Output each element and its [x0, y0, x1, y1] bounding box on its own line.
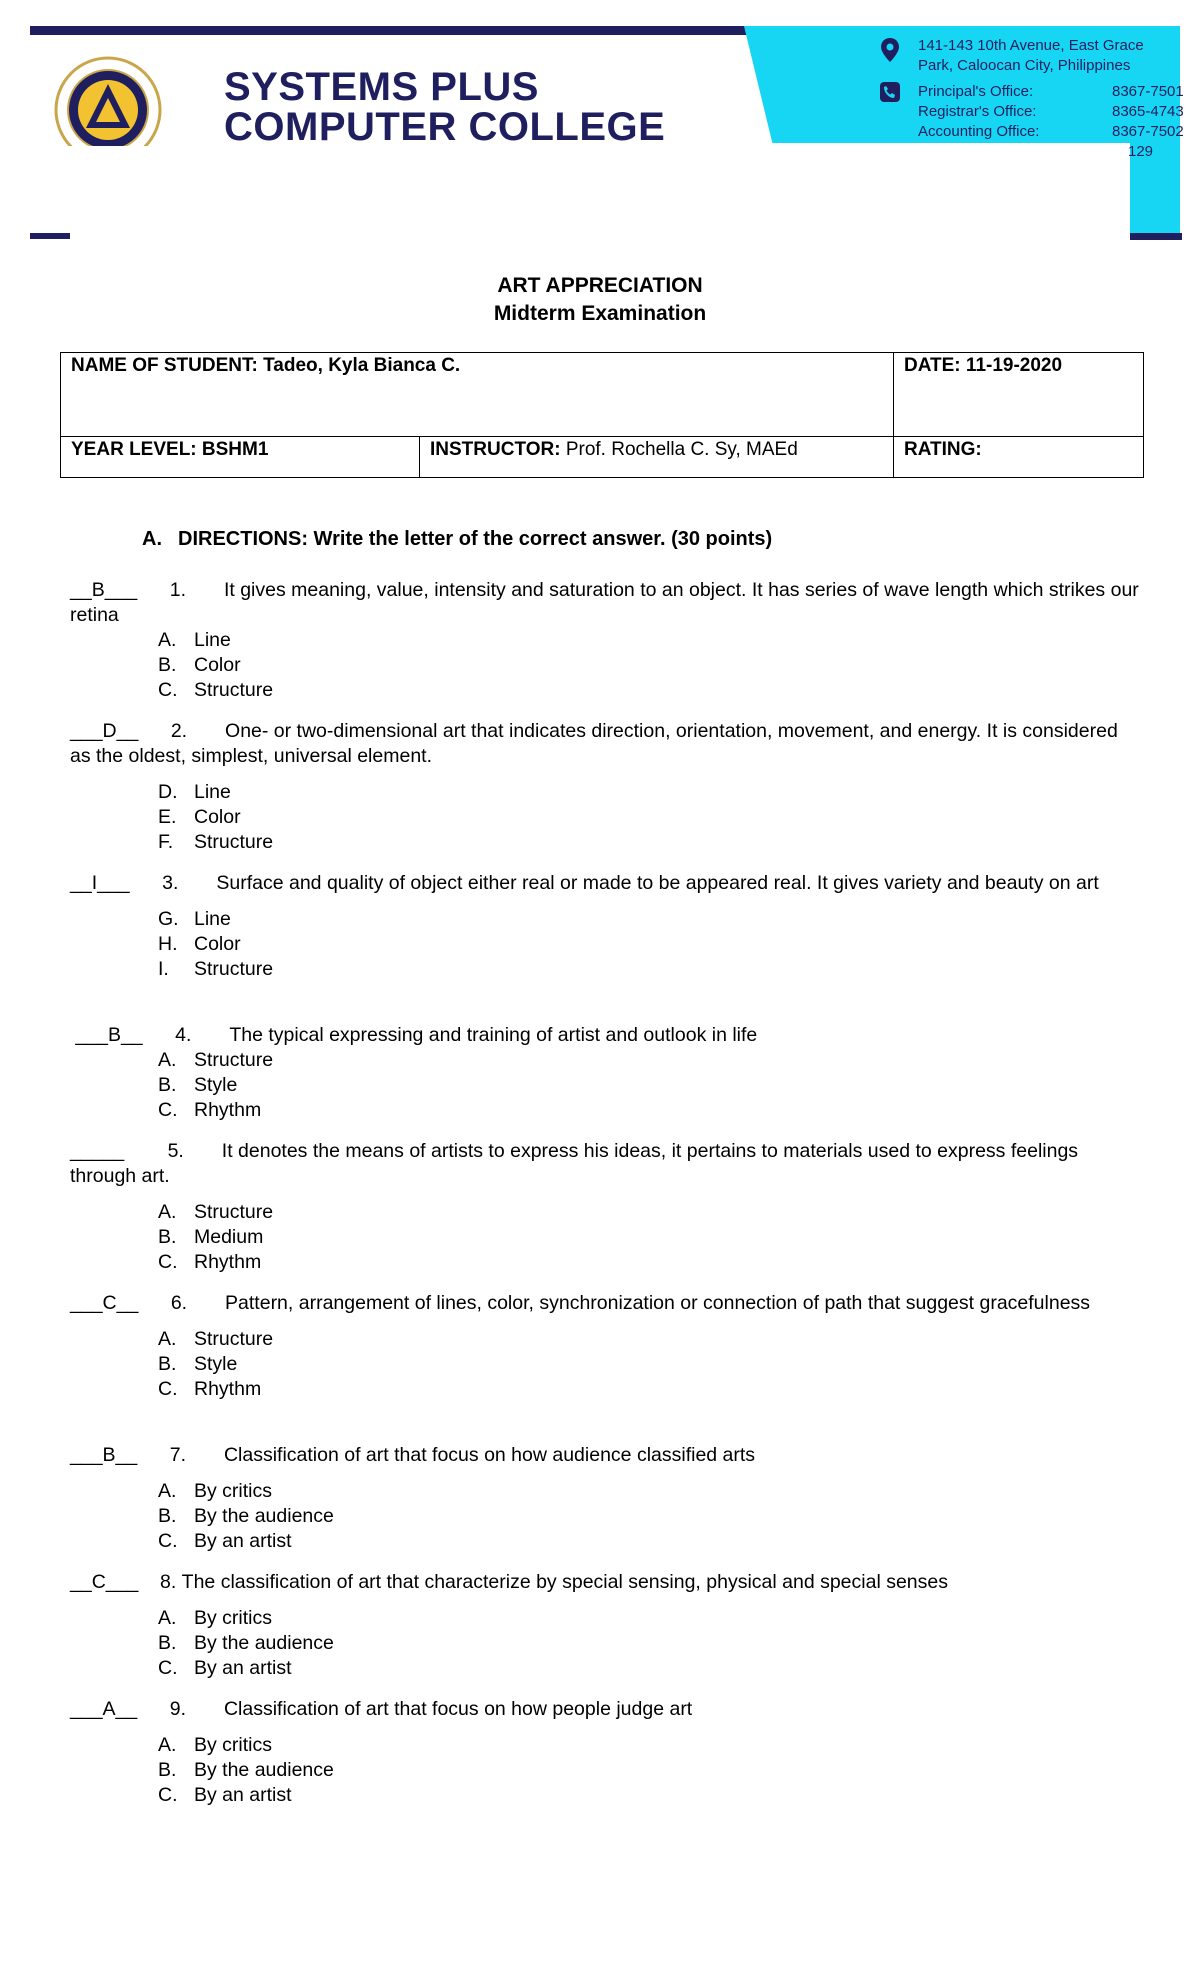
option [158, 1733, 1140, 1758]
option [158, 1327, 1140, 1352]
question-number: 8. [159, 1571, 177, 1593]
option-letter: H. [158, 933, 178, 955]
option [158, 1758, 1140, 1783]
college-name-line2: COMPUTER COLLEGE [224, 105, 666, 149]
option [158, 1225, 1140, 1250]
option-text: Rhythm [194, 1251, 262, 1273]
option-letter: B. [158, 1074, 177, 1096]
year-level-value: BSHM1 [201, 439, 269, 460]
question-number: 4. [175, 1024, 192, 1046]
option [158, 1250, 1140, 1275]
exam-subject: ART APPRECIATION [497, 274, 703, 297]
option-letter: A. [158, 1480, 177, 1502]
question-number: 3. [162, 872, 179, 894]
year-level-cell [61, 437, 419, 477]
answer-blank[interactable]: ___D__ [70, 720, 139, 742]
option-letter: A. [158, 1328, 177, 1350]
option [158, 1656, 1140, 1681]
option [158, 1479, 1140, 1504]
office-label: Registrar's Office: [918, 103, 1037, 120]
option [158, 628, 1140, 653]
date-value: 11-19-2020 [965, 355, 1063, 376]
option-text: Line [194, 908, 231, 930]
question-9 [70, 1697, 1140, 1808]
answer-blank[interactable]: ___B__ [70, 1444, 138, 1466]
question-text: Surface and quality of object either real or made to be appeared real. It gives variety and beauty on art [216, 872, 1099, 894]
question-text: The classification of art that characterize by special sensing, physical and special senses [181, 1571, 948, 1593]
options-list [158, 1048, 1140, 1123]
question-number: 5. [167, 1140, 184, 1162]
options-list [158, 628, 1140, 703]
option [158, 1098, 1140, 1123]
college-name-line1: SYSTEMS PLUS [224, 66, 539, 109]
options-list [158, 1200, 1140, 1275]
option-text: Rhythm [194, 1378, 262, 1400]
option-text: By the audience [194, 1505, 334, 1527]
info-row [61, 436, 1143, 477]
option-text: Structure [194, 831, 274, 853]
question-number: 9. [169, 1698, 187, 1720]
header-right-accent [1130, 233, 1182, 240]
option [158, 830, 1140, 855]
options-list [158, 1479, 1140, 1554]
office-row [918, 82, 1190, 102]
option-letter: B. [158, 1226, 177, 1248]
directions-text: DIRECTIONS: Write the letter of the correct answer. (30 points) [178, 528, 773, 550]
contact-block [880, 36, 1190, 164]
option-text: By an artist [194, 1530, 292, 1552]
office-label: Accounting Office: [918, 123, 1040, 140]
option-letter: C. [158, 1657, 178, 1679]
option [158, 957, 1140, 982]
question-text: Classification of art that focus on how people judge art [223, 1698, 693, 1720]
option-text: Structure [194, 1049, 274, 1071]
option-text: By the audience [194, 1759, 334, 1781]
option-letter: G. [158, 908, 179, 930]
option-text: Color [194, 806, 241, 828]
options-list [158, 907, 1140, 982]
option [158, 1377, 1140, 1402]
answer-blank[interactable]: __B___ [70, 579, 138, 601]
answer-blank[interactable]: ___B__ [70, 1024, 143, 1046]
question-1 [70, 578, 1140, 703]
question-text: Classification of art that focus on how audience classified arts [223, 1444, 756, 1466]
location-pin-icon [880, 38, 900, 62]
option [158, 653, 1140, 678]
option-letter: B. [158, 1632, 177, 1654]
option [158, 932, 1140, 957]
options-list [158, 1733, 1140, 1808]
option-letter: A. [158, 629, 177, 651]
instructor-cell [419, 437, 893, 477]
options-list [158, 1327, 1140, 1402]
question-2 [70, 719, 1140, 855]
office-row [918, 102, 1190, 122]
question-text: It gives meaning, value, intensity and saturation to an object. It has series of wave length which strikes our retina [70, 579, 1139, 626]
option-text: Color [194, 654, 241, 676]
option-letter: A. [158, 1049, 177, 1071]
option-text: Structure [194, 679, 274, 701]
year-level-label: YEAR LEVEL: [71, 439, 197, 460]
student-info-table [60, 352, 1144, 478]
option-letter: B. [158, 654, 177, 676]
question-number: 2. [170, 720, 188, 742]
header-top-rule [30, 26, 782, 35]
directions [142, 528, 772, 551]
option [158, 1631, 1140, 1656]
question-4 [70, 1023, 1140, 1123]
option-letter: D. [158, 781, 178, 803]
option-letter: B. [158, 1353, 177, 1375]
question-8 [70, 1570, 1140, 1681]
option-letter: C. [158, 1378, 178, 1400]
instructor-value: Prof. Rochella C. Sy, MAEd [565, 439, 798, 460]
address-line2: Park, Caloocan City, Philippines [918, 57, 1131, 74]
option [158, 1606, 1140, 1631]
office-number: 8367-7501 [1112, 83, 1184, 100]
instructor-label: INSTRUCTOR: [430, 439, 561, 460]
options-list [158, 1606, 1140, 1681]
date-label: DATE: [904, 355, 961, 376]
option-text: Line [194, 629, 231, 651]
option [158, 1073, 1140, 1098]
college-seal-icon [54, 56, 162, 164]
options-list [158, 780, 1140, 855]
option [158, 1048, 1140, 1073]
option [158, 1529, 1140, 1554]
option-text: Rhythm [194, 1099, 262, 1121]
option-letter: F. [158, 831, 174, 853]
office-row [918, 122, 1190, 142]
date-cell [893, 353, 1143, 436]
answer-blank[interactable]: ___A__ [70, 1698, 138, 1720]
question-3 [70, 871, 1140, 982]
exam-type: Midterm Examination [493, 302, 707, 325]
option-letter: C. [158, 1251, 178, 1273]
question-text: It denotes the means of artists to express his ideas, it pertains to materials used to express feelings through art. [70, 1140, 1079, 1187]
option-letter: C. [158, 1530, 178, 1552]
answer-blank[interactable]: __I___ [70, 872, 130, 894]
rating-label: RATING: [904, 439, 982, 460]
phone-icon [880, 82, 900, 102]
option-letter: A. [158, 1607, 177, 1629]
student-name-cell [61, 353, 893, 436]
question-6 [70, 1291, 1140, 1402]
option-text: Style [194, 1074, 238, 1096]
option [158, 1504, 1140, 1529]
option-letter: C. [158, 679, 178, 701]
student-name-label: NAME OF STUDENT: [71, 355, 258, 376]
question-number: 7. [169, 1444, 187, 1466]
question-text: Pattern, arrangement of lines, color, synchronization or connection of path that suggest gracefulness [225, 1292, 1091, 1314]
option-text: Structure [194, 958, 274, 980]
option-text: Color [194, 933, 241, 955]
option-text: Medium [194, 1226, 264, 1248]
question-number: 1. [169, 579, 187, 601]
office-label: Principal's Office: [918, 83, 1034, 100]
question-text: The typical expressing and training of artist and outlook in life [229, 1024, 758, 1046]
option-letter: C. [158, 1099, 178, 1121]
option-text: By critics [194, 1607, 272, 1629]
question-5 [70, 1139, 1140, 1275]
office-number: 8365-4743 [1112, 103, 1184, 120]
directions-letter: A. [142, 528, 162, 550]
option-text: Line [194, 781, 231, 803]
question-7 [70, 1443, 1140, 1554]
option-letter: E. [158, 806, 177, 828]
option [158, 1200, 1140, 1225]
option-letter: A. [158, 1734, 177, 1756]
option [158, 678, 1140, 703]
student-name-value: Tadeo, Kyla Bianca C. [263, 355, 461, 376]
address [918, 36, 1188, 76]
answer-blank[interactable]: _____ [70, 1140, 125, 1162]
option-text: By the audience [194, 1632, 334, 1654]
answer-blank[interactable]: ___C__ [70, 1292, 139, 1314]
option-text: By an artist [194, 1657, 292, 1679]
option [158, 1783, 1140, 1808]
question-text: One- or two-dimensional art that indicates direction, orientation, movement, and energy. It is considered as the oldest, simplest, universal element. [70, 720, 1118, 767]
option [158, 780, 1140, 805]
option [158, 907, 1140, 932]
office-extra-number: 129 [1128, 143, 1154, 160]
rating-cell [893, 437, 1143, 477]
option-text: By critics [194, 1480, 272, 1502]
question-number: 6. [170, 1292, 188, 1314]
office-number: 8367-7502 [1112, 123, 1184, 140]
option-text: By critics [194, 1734, 272, 1756]
option-text: By an artist [194, 1784, 292, 1806]
answer-blank[interactable]: __C___ [70, 1571, 139, 1593]
option-letter: A. [158, 1201, 177, 1223]
address-line1: 141-143 10th Avenue, East Grace [918, 37, 1144, 54]
option [158, 1352, 1140, 1377]
info-row [61, 353, 1143, 436]
option [158, 805, 1140, 830]
option-letter: I. [158, 958, 169, 980]
option-text: Structure [194, 1201, 274, 1223]
option-text: Structure [194, 1328, 274, 1350]
option-letter: C. [158, 1784, 178, 1806]
college-name [224, 66, 744, 150]
header-left-accent [30, 233, 70, 239]
office-numbers [918, 82, 1190, 142]
option-text: Style [194, 1353, 238, 1375]
option-letter: B. [158, 1759, 177, 1781]
option-letter: B. [158, 1505, 177, 1527]
